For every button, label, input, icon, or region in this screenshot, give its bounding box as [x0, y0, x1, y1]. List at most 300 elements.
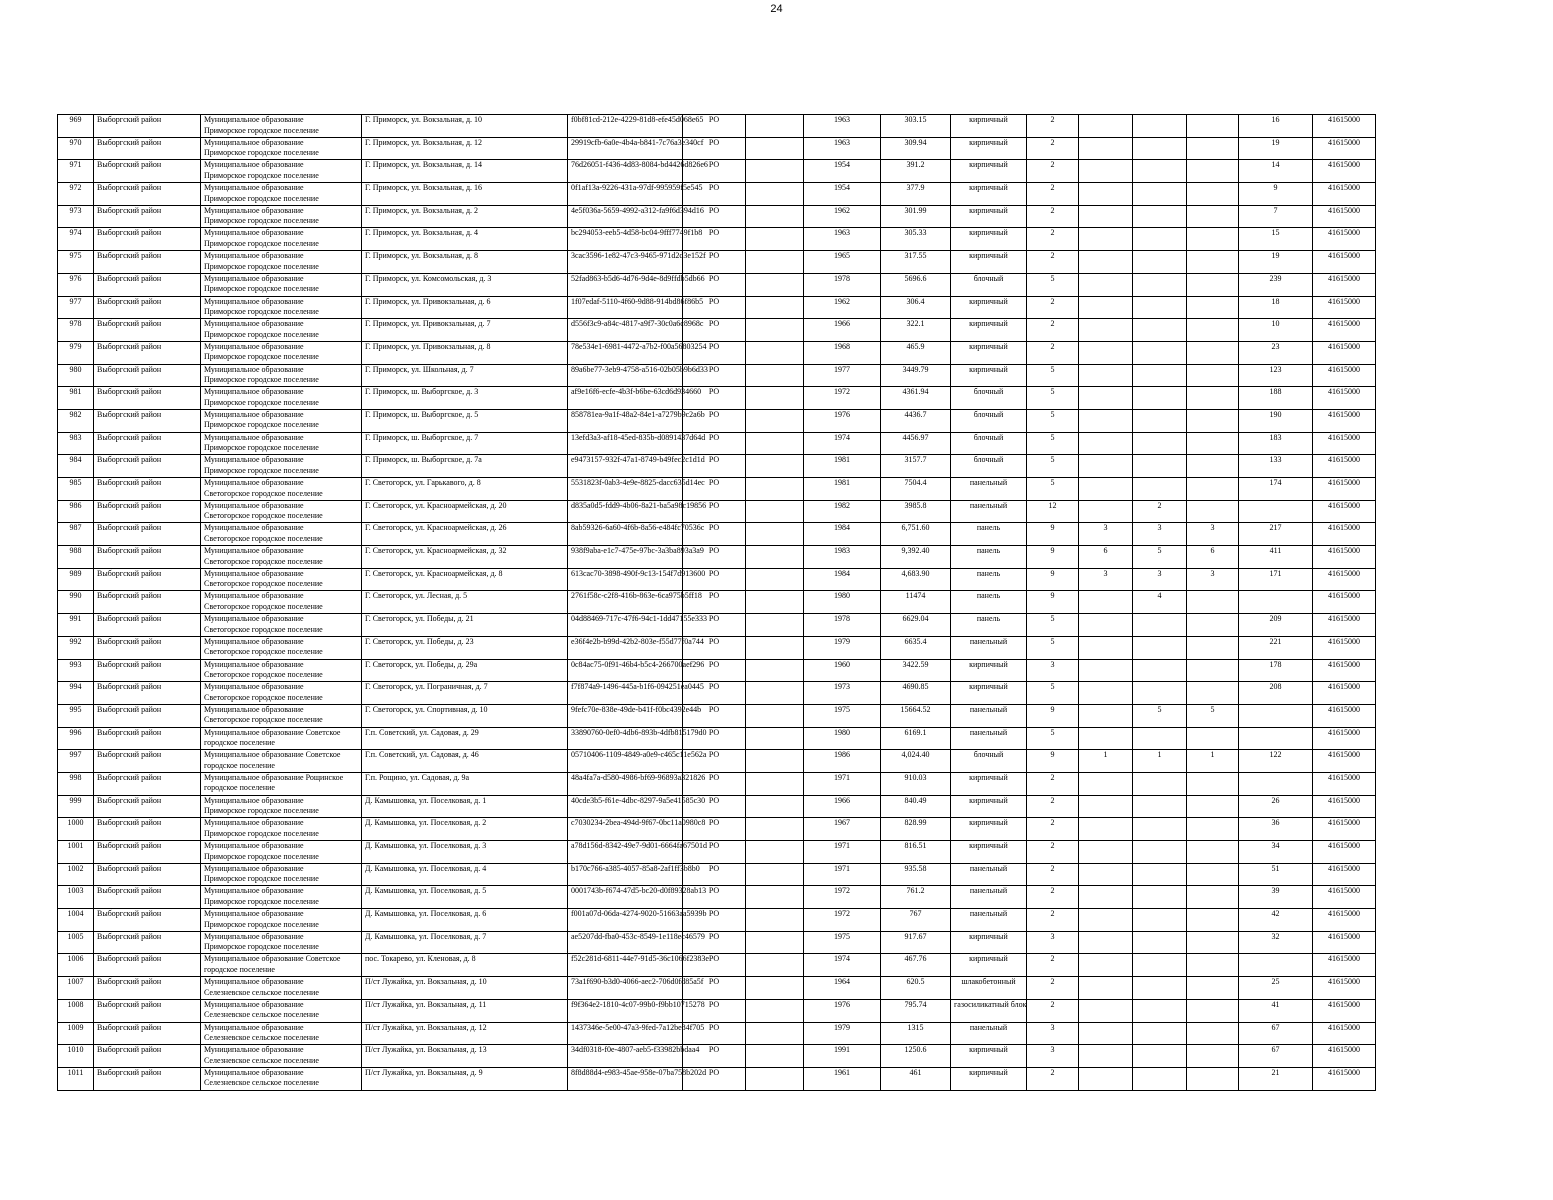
cell-row-number: 1010 — [58, 1045, 94, 1068]
cell-build-year: 1966 — [804, 795, 881, 818]
cell-value-b — [1133, 251, 1187, 274]
cell-residents: 123 — [1239, 364, 1313, 387]
municipality-line-1: Муниципальное образование — [204, 704, 304, 714]
cell-district: Выборгский район — [94, 568, 201, 591]
cell-municipality — [201, 478, 362, 501]
cell-floors: 5 — [1027, 432, 1079, 455]
cell-build-year: 1954 — [804, 160, 881, 183]
cell-blank-cell — [746, 682, 804, 705]
cell-total-area: 3449.79 — [881, 364, 951, 387]
cell-residents: 39 — [1239, 886, 1313, 909]
cell-value-b — [1133, 614, 1187, 637]
cell-oktmo: 41615000 — [1313, 977, 1376, 1000]
cell-floors: 2 — [1027, 228, 1079, 251]
municipality-line-1: Муниципальное образование — [204, 478, 304, 487]
cell-value-c — [1187, 1045, 1239, 1068]
cell-house-guid: bc294053-eeb5-4d58-bc04-9fff7749f1b8 — [568, 228, 683, 251]
cell-value-a — [1079, 115, 1133, 138]
table-row — [58, 205, 1376, 228]
municipality-line-1: Муниципальное образование — [204, 863, 304, 873]
table-row — [58, 546, 1376, 569]
cell-value-c — [1187, 500, 1239, 523]
cell-row-number: 981 — [58, 387, 94, 410]
municipality-line-1: Муниципальное образование — [204, 409, 304, 419]
cell-floors: 3 — [1027, 931, 1079, 954]
cell-residents: 209 — [1239, 614, 1313, 637]
cell-value-b — [1133, 183, 1187, 206]
cell-oktmo: 41615000 — [1313, 1045, 1376, 1068]
cell-total-area: 761.2 — [881, 886, 951, 909]
municipality-line-1: Муниципальное образование — [204, 160, 304, 170]
cell-floors: 5 — [1027, 636, 1079, 659]
cell-value-c — [1187, 478, 1239, 501]
cell-value-b — [1133, 319, 1187, 342]
cell-build-year: 1979 — [804, 1022, 881, 1045]
cell-floors: 5 — [1027, 364, 1079, 387]
cell-wall-material: кирпичный — [951, 205, 1027, 228]
municipality-line-1: Муниципальное образование — [204, 455, 304, 465]
municipality-line-2: городское поселение — [204, 964, 275, 974]
cell-value-a — [1079, 160, 1133, 183]
cell-blank-cell — [746, 704, 804, 727]
cell-value-b — [1133, 364, 1187, 387]
table-row — [58, 886, 1376, 909]
table-row — [58, 591, 1376, 614]
cell-wall-material: блочный — [951, 455, 1027, 478]
cell-floors: 5 — [1027, 682, 1079, 705]
cell-build-year: 1974 — [804, 954, 881, 977]
cell-blank-cell — [746, 228, 804, 251]
cell-house-guid: 33890760-0ef0-4db6-893b-4dfb815179d0 — [568, 727, 683, 750]
cell-municipality — [201, 546, 362, 569]
cell-management-type: РО — [683, 319, 746, 342]
cell-row-number: 986 — [58, 500, 94, 523]
cell-floors: 2 — [1027, 772, 1079, 795]
municipality-line-2: Приморское городское поселение — [204, 307, 319, 316]
cell-value-b — [1133, 772, 1187, 795]
cell-value-a — [1079, 659, 1133, 682]
table-row — [58, 704, 1376, 727]
cell-management-type: РО — [683, 909, 746, 932]
cell-row-number: 1004 — [58, 909, 94, 932]
cell-total-area: 11474 — [881, 591, 951, 614]
cell-value-a — [1079, 886, 1133, 909]
cell-house-guid: d556f3c9-a84c-4817-a9f7-30c0a6c8968c — [568, 319, 683, 342]
cell-value-a: 1 — [1079, 750, 1133, 773]
cell-row-number: 970 — [58, 137, 94, 160]
cell-value-b: 3 — [1133, 568, 1187, 591]
cell-district: Выборгский район — [94, 659, 201, 682]
cell-row-number: 1001 — [58, 841, 94, 864]
cell-address: Г. Светогорск, ул. Красноармейская, д. 8 — [362, 568, 568, 591]
cell-row-number: 996 — [58, 727, 94, 750]
cell-blank-cell — [746, 614, 804, 637]
cell-address: Г.п. Советский, ул. Садовая, д. 46 — [362, 750, 568, 773]
table-row — [58, 977, 1376, 1000]
cell-value-a — [1079, 772, 1133, 795]
cell-house-guid: 52fad863-b5d6-4d76-9d4e-8d9ffdb5db66 — [568, 273, 683, 296]
cell-build-year: 1976 — [804, 999, 881, 1022]
cell-management-type: РО — [683, 772, 746, 795]
cell-blank-cell — [746, 841, 804, 864]
cell-blank-cell — [746, 1022, 804, 1045]
cell-value-c — [1187, 999, 1239, 1022]
cell-oktmo: 41615000 — [1313, 205, 1376, 228]
municipality-line-1: Муниципальное образование — [204, 205, 304, 215]
cell-value-a — [1079, 409, 1133, 432]
cell-value-a — [1079, 704, 1133, 727]
cell-house-guid: 73a1f690-b3d0-4066-aec2-706d0fd85a5f — [568, 977, 683, 1000]
cell-wall-material: блочный — [951, 409, 1027, 432]
cell-wall-material: кирпичный — [951, 795, 1027, 818]
cell-district: Выборгский район — [94, 841, 201, 864]
cell-blank-cell — [746, 659, 804, 682]
cell-oktmo: 41615000 — [1313, 115, 1376, 138]
cell-floors: 5 — [1027, 387, 1079, 410]
cell-oktmo: 41615000 — [1313, 364, 1376, 387]
cell-build-year: 1973 — [804, 682, 881, 705]
cell-wall-material: кирпичный — [951, 228, 1027, 251]
cell-oktmo: 41615000 — [1313, 251, 1376, 274]
cell-municipality — [201, 364, 362, 387]
cell-residents: 67 — [1239, 1045, 1313, 1068]
cell-house-guid: e36f4e2b-b99d-42b2-803e-f55d77f0a744 — [568, 636, 683, 659]
cell-wall-material: панельный — [951, 863, 1027, 886]
cell-district: Выборгский район — [94, 1045, 201, 1068]
cell-house-guid: f52c281d-6811-44e7-91d5-36c1066f2383e — [568, 954, 683, 977]
cell-build-year: 1977 — [804, 364, 881, 387]
cell-value-b — [1133, 409, 1187, 432]
table-row — [58, 160, 1376, 183]
cell-value-c — [1187, 636, 1239, 659]
cell-house-guid: 34df0318-f0e-4807-aeb5-f33982bbdaa4 — [568, 1045, 683, 1068]
municipality-line-2: Приморское городское поселение — [204, 375, 319, 385]
cell-floors: 2 — [1027, 886, 1079, 909]
municipality-line-1: Муниципальное образование — [204, 319, 304, 329]
cell-management-type: РО — [683, 863, 746, 886]
cell-row-number: 969 — [58, 115, 94, 138]
municipality-line-1: Муниципальное образование — [204, 636, 304, 646]
cell-blank-cell — [746, 409, 804, 432]
cell-row-number: 976 — [58, 273, 94, 296]
municipality-line-1: Муниципальное образование — [204, 818, 304, 828]
table-row — [58, 954, 1376, 977]
cell-residents: 23 — [1239, 341, 1313, 364]
cell-district: Выборгский район — [94, 205, 201, 228]
cell-house-guid: af9e16f6-ecfe-4b3f-b6be-63cd6d934660 — [568, 387, 683, 410]
cell-oktmo: 41615000 — [1313, 818, 1376, 841]
cell-municipality — [201, 818, 362, 841]
cell-residents: 67 — [1239, 1022, 1313, 1045]
cell-residents: 183 — [1239, 432, 1313, 455]
cell-management-type: РО — [683, 387, 746, 410]
cell-district: Выборгский район — [94, 160, 201, 183]
cell-floors: 2 — [1027, 115, 1079, 138]
cell-floors: 3 — [1027, 659, 1079, 682]
cell-row-number: 1007 — [58, 977, 94, 1000]
cell-total-area: 391.2 — [881, 160, 951, 183]
cell-management-type: РО — [683, 478, 746, 501]
cell-municipality — [201, 682, 362, 705]
municipality-line-1: Муниципальное образование — [204, 296, 304, 306]
cell-value-a — [1079, 364, 1133, 387]
municipality-line-2: Приморское городское поселение — [204, 443, 319, 453]
cell-district: Выборгский район — [94, 886, 201, 909]
cell-value-a — [1079, 636, 1133, 659]
municipality-line-2: Светогорское городское поселение — [204, 579, 323, 589]
cell-wall-material: кирпичный — [951, 841, 1027, 864]
municipality-line-1: Муниципальное образование — [204, 1022, 304, 1032]
cell-wall-material: панельный — [951, 909, 1027, 932]
cell-value-c — [1187, 251, 1239, 274]
cell-blank-cell — [746, 954, 804, 977]
municipality-line-2: Светогорское городское поселение — [204, 533, 323, 543]
cell-value-a — [1079, 478, 1133, 501]
cell-wall-material: кирпичный — [951, 682, 1027, 705]
cell-municipality — [201, 296, 362, 319]
cell-value-c: 6 — [1187, 546, 1239, 569]
cell-municipality — [201, 568, 362, 591]
cell-address: Д. Камышовка, ул. Поселковая, д. 6 — [362, 909, 568, 932]
cell-address: Д. Камышовка, ул. Поселковая, д. 4 — [362, 863, 568, 886]
cell-value-b — [1133, 228, 1187, 251]
cell-blank-cell — [746, 160, 804, 183]
municipality-line-2: Приморское городское поселение — [204, 284, 319, 294]
cell-total-area: 317.55 — [881, 251, 951, 274]
cell-municipality — [201, 614, 362, 637]
cell-build-year: 1978 — [804, 273, 881, 296]
cell-build-year: 1972 — [804, 387, 881, 410]
cell-total-area: 6629.04 — [881, 614, 951, 637]
cell-total-area: 795.74 — [881, 999, 951, 1022]
cell-total-area: 461 — [881, 1067, 951, 1090]
cell-floors: 3 — [1027, 1045, 1079, 1068]
cell-district: Выборгский район — [94, 228, 201, 251]
cell-build-year: 1960 — [804, 659, 881, 682]
cell-district: Выборгский район — [94, 387, 201, 410]
cell-house-guid: 8ab59326-6a60-4f6b-8a56-e484fc70536c — [568, 523, 683, 546]
cell-value-c — [1187, 659, 1239, 682]
cell-row-number: 973 — [58, 205, 94, 228]
municipality-line-2: Селезневское сельское поселение — [204, 1033, 319, 1042]
cell-municipality — [201, 387, 362, 410]
table-row — [58, 931, 1376, 954]
cell-oktmo: 41615000 — [1313, 500, 1376, 523]
cell-value-c — [1187, 591, 1239, 614]
cell-build-year: 1982 — [804, 500, 881, 523]
table-row — [58, 137, 1376, 160]
cell-value-a — [1079, 818, 1133, 841]
cell-row-number: 971 — [58, 160, 94, 183]
cell-house-guid: 2761f58c-c2f8-416b-863e-6ca975b5ff18 — [568, 591, 683, 614]
cell-value-a — [1079, 296, 1133, 319]
cell-build-year: 1972 — [804, 886, 881, 909]
cell-row-number: 998 — [58, 772, 94, 795]
municipality-line-1: Муниципальное образование — [204, 273, 304, 283]
cell-value-b — [1133, 795, 1187, 818]
cell-total-area: 7504.4 — [881, 478, 951, 501]
cell-value-c — [1187, 727, 1239, 750]
cell-value-a — [1079, 1045, 1133, 1068]
cell-wall-material: кирпичный — [951, 772, 1027, 795]
cell-district: Выборгский район — [94, 183, 201, 206]
cell-house-guid: f001a07d-06da-4274-9020-51663aa5939b — [568, 909, 683, 932]
cell-address: Г. Светогорск, ул. Гарькавого, д. 8 — [362, 478, 568, 501]
cell-value-a — [1079, 863, 1133, 886]
cell-build-year: 1980 — [804, 591, 881, 614]
cell-management-type: РО — [683, 682, 746, 705]
cell-total-area: 828.99 — [881, 818, 951, 841]
cell-oktmo: 41615000 — [1313, 841, 1376, 864]
cell-address: Г. Приморск, ул. Вокзальная, д. 2 — [362, 205, 568, 228]
cell-floors: 2 — [1027, 251, 1079, 274]
cell-management-type: РО — [683, 659, 746, 682]
table-row — [58, 1022, 1376, 1045]
municipality-line-1: Муниципальное образование Советское — [204, 954, 341, 964]
cell-value-c: 3 — [1187, 523, 1239, 546]
municipality-line-2: Приморское городское поселение — [204, 148, 319, 158]
cell-municipality — [201, 341, 362, 364]
cell-management-type: РО — [683, 523, 746, 546]
cell-build-year: 1981 — [804, 478, 881, 501]
cell-value-a — [1079, 228, 1133, 251]
cell-value-a — [1079, 455, 1133, 478]
cell-value-a — [1079, 251, 1133, 274]
municipality-line-1: Муниципальное образование — [204, 341, 304, 351]
cell-residents: 32 — [1239, 931, 1313, 954]
cell-total-area: 301.99 — [881, 205, 951, 228]
cell-address: Г. Приморск, ш. Выборгское, д. 7 — [362, 432, 568, 455]
cell-oktmo: 41615000 — [1313, 795, 1376, 818]
cell-management-type: РО — [683, 228, 746, 251]
cell-house-guid: e9473157-932f-47a1-8749-b49fec2c1d1d — [568, 455, 683, 478]
cell-value-b — [1133, 931, 1187, 954]
cell-address: Г. Светогорск, ул. Красноармейская, д. 26 — [362, 523, 568, 546]
cell-residents: 14 — [1239, 160, 1313, 183]
cell-total-area: 6635.4 — [881, 636, 951, 659]
municipality-line-2: Приморское городское поселение — [204, 919, 319, 929]
cell-house-guid: d835a0d5-fdd9-4b06-8a21-ba5a98c19856 — [568, 500, 683, 523]
cell-value-a — [1079, 137, 1133, 160]
cell-wall-material: блочный — [951, 273, 1027, 296]
cell-address: П/ст Лужайка, ул. Вокзальная, д. 9 — [362, 1067, 568, 1090]
cell-management-type: РО — [683, 999, 746, 1022]
municipality-line-1: Муниципальное образование — [204, 228, 304, 238]
cell-oktmo: 41615000 — [1313, 659, 1376, 682]
cell-management-type: РО — [683, 886, 746, 909]
cell-value-c — [1187, 863, 1239, 886]
cell-residents: 190 — [1239, 409, 1313, 432]
cell-wall-material: кирпичный — [951, 931, 1027, 954]
cell-house-guid: 89a6be77-3eb9-4758-a516-02b05b9b6d33 — [568, 364, 683, 387]
cell-oktmo: 41615000 — [1313, 319, 1376, 342]
cell-address: Г. Светогорск, ул. Лесная, д. 5 — [362, 591, 568, 614]
table-row — [58, 614, 1376, 637]
cell-value-c — [1187, 818, 1239, 841]
cell-municipality — [201, 137, 362, 160]
cell-value-c: 3 — [1187, 568, 1239, 591]
cell-floors: 2 — [1027, 909, 1079, 932]
cell-value-b — [1133, 137, 1187, 160]
municipality-line-2: Светогорское городское поселение — [204, 601, 323, 611]
cell-total-area: 4690.85 — [881, 682, 951, 705]
cell-district: Выборгский район — [94, 523, 201, 546]
cell-value-b — [1133, 909, 1187, 932]
cell-oktmo: 41615000 — [1313, 137, 1376, 160]
cell-build-year: 1964 — [804, 977, 881, 1000]
cell-residents: 42 — [1239, 909, 1313, 932]
cell-residents — [1239, 772, 1313, 795]
cell-row-number: 1006 — [58, 954, 94, 977]
table-row — [58, 727, 1376, 750]
cell-floors: 5 — [1027, 478, 1079, 501]
cell-municipality — [201, 251, 362, 274]
cell-value-c — [1187, 228, 1239, 251]
cell-oktmo: 41615000 — [1313, 1022, 1376, 1045]
cell-residents: 25 — [1239, 977, 1313, 1000]
cell-value-a — [1079, 1022, 1133, 1045]
cell-blank-cell — [746, 591, 804, 614]
cell-value-a — [1079, 205, 1133, 228]
cell-wall-material: блочный — [951, 750, 1027, 773]
cell-floors: 5 — [1027, 727, 1079, 750]
municipality-line-1: Муниципальное образование — [204, 909, 304, 919]
table-row — [58, 251, 1376, 274]
cell-blank-cell — [746, 387, 804, 410]
cell-management-type: РО — [683, 341, 746, 364]
municipality-line-1: Муниципальное образование — [204, 977, 304, 987]
cell-residents: 21 — [1239, 1067, 1313, 1090]
cell-management-type: РО — [683, 841, 746, 864]
cell-residents: 26 — [1239, 795, 1313, 818]
table-row — [58, 1067, 1376, 1090]
cell-blank-cell — [746, 568, 804, 591]
cell-residents: 188 — [1239, 387, 1313, 410]
cell-district: Выборгский район — [94, 591, 201, 614]
cell-wall-material: кирпичный — [951, 659, 1027, 682]
cell-value-c — [1187, 909, 1239, 932]
cell-build-year: 1968 — [804, 341, 881, 364]
cell-floors: 9 — [1027, 591, 1079, 614]
cell-value-b — [1133, 1045, 1187, 1068]
cell-address: Г. Светогорск, ул. Пограничная, д. 7 — [362, 682, 568, 705]
cell-value-c — [1187, 137, 1239, 160]
municipality-line-1: Муниципальное образование — [204, 523, 304, 533]
table-row — [58, 409, 1376, 432]
cell-house-guid: 78e534e1-6981-4472-a7b2-f00a56803254 — [568, 341, 683, 364]
cell-build-year: 1962 — [804, 205, 881, 228]
municipality-line-1: Муниципальное образование — [204, 999, 304, 1009]
cell-house-guid: 04d88469-717c-47f6-94c1-1dd47155e333 — [568, 614, 683, 637]
municipality-line-1: Муниципальное образование — [204, 137, 304, 147]
cell-blank-cell — [746, 999, 804, 1022]
cell-oktmo: 41615000 — [1313, 568, 1376, 591]
cell-address: Г. Приморск, ул. Вокзальная, д. 16 — [362, 183, 568, 206]
table-row — [58, 909, 1376, 932]
cell-value-b — [1133, 636, 1187, 659]
municipality-line-2: Приморское городское поселение — [204, 942, 319, 952]
cell-management-type: РО — [683, 273, 746, 296]
municipality-line-2: Приморское городское поселение — [204, 874, 319, 884]
cell-address: П/ст Лужайка, ул. Вокзальная, д. 11 — [362, 999, 568, 1022]
cell-row-number: 1005 — [58, 931, 94, 954]
municipality-line-1: Муниципальное образование — [204, 841, 304, 850]
table-row — [58, 841, 1376, 864]
municipality-line-2: городское поселение — [204, 738, 275, 748]
municipality-line-1: Муниципальное образование — [204, 591, 304, 601]
cell-value-b — [1133, 954, 1187, 977]
cell-oktmo: 41615000 — [1313, 523, 1376, 546]
